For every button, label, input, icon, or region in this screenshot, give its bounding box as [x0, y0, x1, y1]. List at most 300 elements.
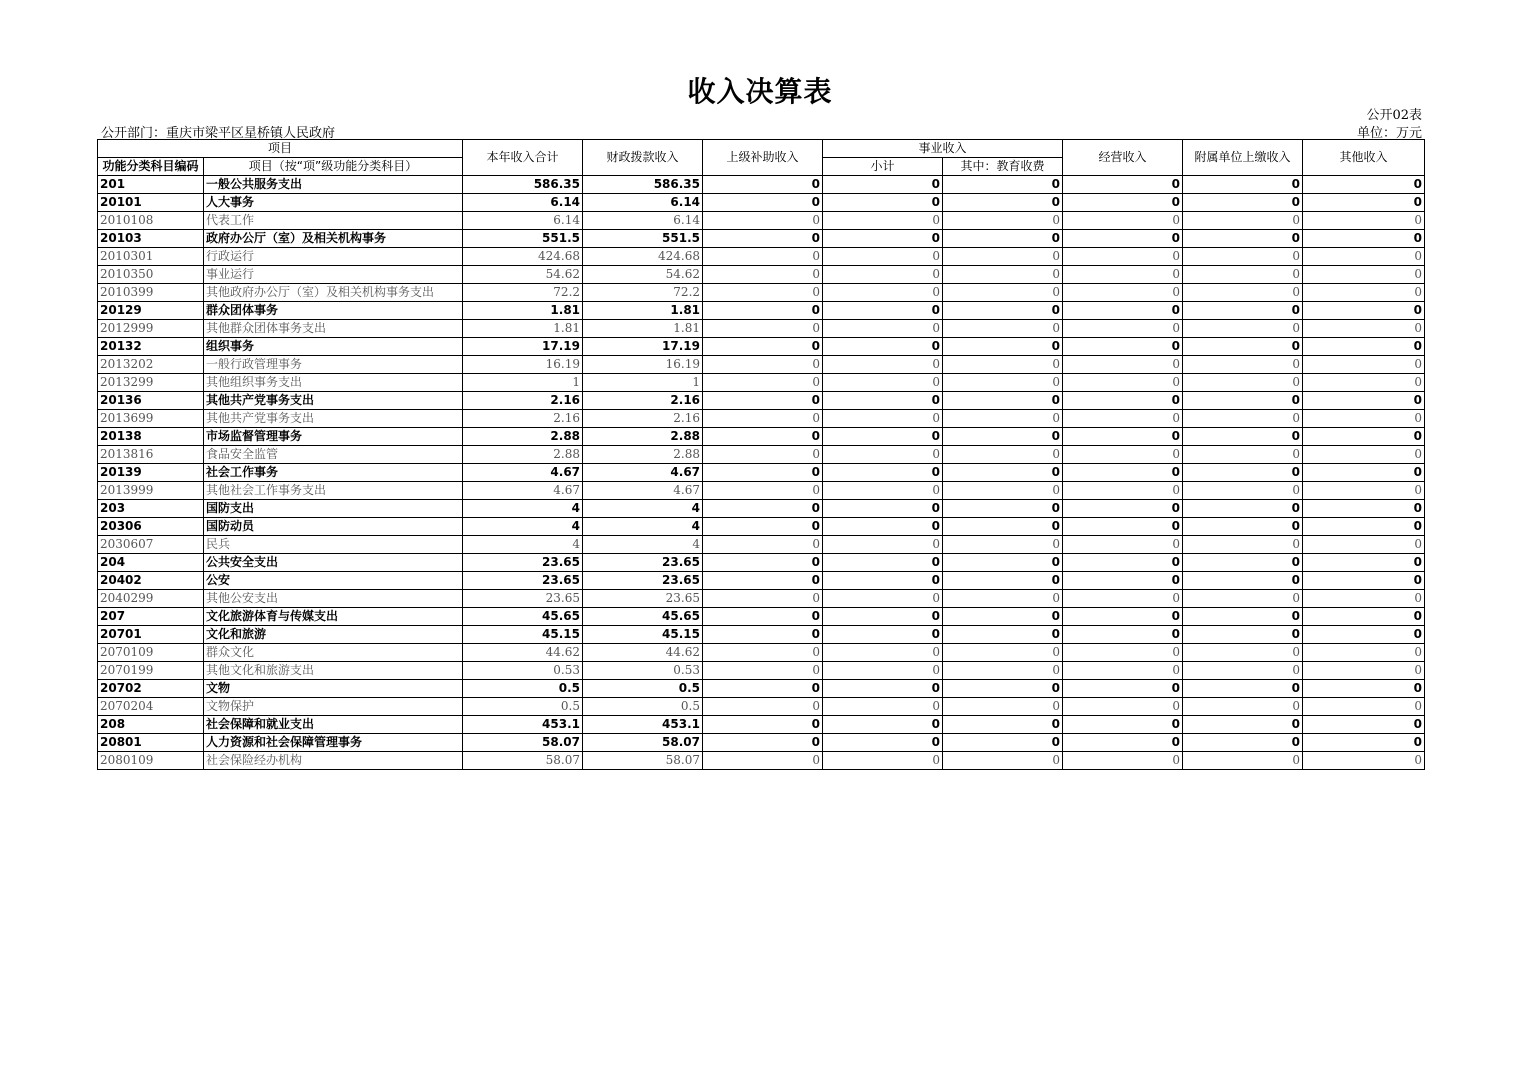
cell-subtotal: 0: [823, 698, 943, 716]
cell-subtotal: 0: [823, 464, 943, 482]
cell-code: 2013299: [98, 374, 204, 392]
cell-name: 社会保险经办机构: [204, 752, 463, 770]
cell-total: 1.81: [463, 302, 583, 320]
cell-subtotal: 0: [823, 284, 943, 302]
cell-total: 0.5: [463, 698, 583, 716]
cell-fiscal: 58.07: [583, 752, 703, 770]
cell-subtotal: 0: [823, 446, 943, 464]
cell-code: 204: [98, 554, 204, 572]
cell-fiscal: 1.81: [583, 320, 703, 338]
cell-other: 0: [1303, 446, 1425, 464]
cell-fiscal: 4: [583, 500, 703, 518]
header-business-group: 事业收入: [823, 140, 1063, 158]
cell-superior: 0: [703, 608, 823, 626]
cell-operating: 0: [1063, 500, 1183, 518]
cell-total: 0.53: [463, 662, 583, 680]
cell-total: 16.19: [463, 356, 583, 374]
cell-code: 2080109: [98, 752, 204, 770]
cell-superior: 0: [703, 356, 823, 374]
cell-other: 0: [1303, 554, 1425, 572]
cell-other: 0: [1303, 230, 1425, 248]
cell-total: 72.2: [463, 284, 583, 302]
form-number: 公开02表: [1366, 108, 1422, 123]
cell-code: 208: [98, 716, 204, 734]
cell-education: 0: [943, 572, 1063, 590]
cell-total: 23.65: [463, 572, 583, 590]
table-row: [98, 446, 1425, 464]
cell-affiliated: 0: [1183, 572, 1303, 590]
cell-fiscal: 4: [583, 518, 703, 536]
cell-fiscal: 0.5: [583, 680, 703, 698]
cell-subtotal: 0: [823, 374, 943, 392]
cell-superior: 0: [703, 752, 823, 770]
cell-subtotal: 0: [823, 554, 943, 572]
cell-code: 2040299: [98, 590, 204, 608]
cell-affiliated: 0: [1183, 464, 1303, 482]
department-label: 公开部门：重庆市梁平区星桥镇人民政府: [101, 126, 336, 141]
cell-subtotal: 0: [823, 248, 943, 266]
cell-operating: 0: [1063, 518, 1183, 536]
cell-superior: 0: [703, 482, 823, 500]
cell-subtotal: 0: [823, 590, 943, 608]
cell-operating: 0: [1063, 176, 1183, 194]
cell-total: 23.65: [463, 590, 583, 608]
cell-fiscal: 4.67: [583, 482, 703, 500]
cell-operating: 0: [1063, 464, 1183, 482]
cell-fiscal: 72.2: [583, 284, 703, 302]
cell-affiliated: 0: [1183, 752, 1303, 770]
cell-name: 国防动员: [204, 518, 463, 536]
cell-affiliated: 0: [1183, 734, 1303, 752]
cell-operating: 0: [1063, 698, 1183, 716]
cell-code: 20132: [98, 338, 204, 356]
cell-affiliated: 0: [1183, 662, 1303, 680]
cell-education: 0: [943, 446, 1063, 464]
cell-superior: 0: [703, 518, 823, 536]
header-superior: 上级补助收入: [703, 140, 823, 176]
cell-other: 0: [1303, 320, 1425, 338]
cell-other: 0: [1303, 752, 1425, 770]
cell-name: 其他文化和旅游支出: [204, 662, 463, 680]
cell-superior: 0: [703, 500, 823, 518]
cell-affiliated: 0: [1183, 302, 1303, 320]
cell-code: 2070199: [98, 662, 204, 680]
table-row: [98, 662, 1425, 680]
cell-subtotal: 0: [823, 752, 943, 770]
cell-code: 2012999: [98, 320, 204, 338]
cell-total: 2.88: [463, 446, 583, 464]
cell-subtotal: 0: [823, 500, 943, 518]
cell-superior: 0: [703, 446, 823, 464]
cell-affiliated: 0: [1183, 590, 1303, 608]
cell-education: 0: [943, 716, 1063, 734]
cell-fiscal: 2.88: [583, 446, 703, 464]
cell-operating: 0: [1063, 626, 1183, 644]
cell-total: 2.16: [463, 410, 583, 428]
cell-superior: 0: [703, 338, 823, 356]
cell-superior: 0: [703, 410, 823, 428]
cell-name: 事业运行: [204, 266, 463, 284]
cell-fiscal: 23.65: [583, 590, 703, 608]
cell-other: 0: [1303, 338, 1425, 356]
cell-code: 20138: [98, 428, 204, 446]
cell-subtotal: 0: [823, 230, 943, 248]
cell-other: 0: [1303, 464, 1425, 482]
cell-code: 2013699: [98, 410, 204, 428]
cell-name: 人大事务: [204, 194, 463, 212]
cell-other: 0: [1303, 626, 1425, 644]
cell-fiscal: 4.67: [583, 464, 703, 482]
cell-superior: 0: [703, 230, 823, 248]
cell-total: 58.07: [463, 734, 583, 752]
table-row: [98, 536, 1425, 554]
cell-subtotal: 0: [823, 428, 943, 446]
cell-affiliated: 0: [1183, 230, 1303, 248]
cell-operating: 0: [1063, 302, 1183, 320]
cell-affiliated: 0: [1183, 626, 1303, 644]
cell-education: 0: [943, 644, 1063, 662]
cell-code: 201: [98, 176, 204, 194]
table-row: [98, 212, 1425, 230]
cell-affiliated: 0: [1183, 320, 1303, 338]
cell-operating: 0: [1063, 644, 1183, 662]
cell-subtotal: 0: [823, 716, 943, 734]
cell-subtotal: 0: [823, 680, 943, 698]
cell-other: 0: [1303, 500, 1425, 518]
cell-fiscal: 586.35: [583, 176, 703, 194]
cell-operating: 0: [1063, 428, 1183, 446]
cell-code: 2010350: [98, 266, 204, 284]
cell-education: 0: [943, 464, 1063, 482]
cell-fiscal: 54.62: [583, 266, 703, 284]
cell-code: 2030607: [98, 536, 204, 554]
cell-affiliated: 0: [1183, 284, 1303, 302]
cell-subtotal: 0: [823, 626, 943, 644]
cell-education: 0: [943, 428, 1063, 446]
cell-affiliated: 0: [1183, 248, 1303, 266]
cell-total: 4: [463, 536, 583, 554]
cell-education: 0: [943, 338, 1063, 356]
cell-other: 0: [1303, 410, 1425, 428]
cell-total: 17.19: [463, 338, 583, 356]
cell-operating: 0: [1063, 320, 1183, 338]
table-row: [98, 518, 1425, 536]
cell-name: 其他共产党事务支出: [204, 410, 463, 428]
cell-fiscal: 45.65: [583, 608, 703, 626]
cell-affiliated: 0: [1183, 680, 1303, 698]
cell-superior: 0: [703, 590, 823, 608]
cell-name: 政府办公厅（室）及相关机构事务: [204, 230, 463, 248]
cell-affiliated: 0: [1183, 536, 1303, 554]
cell-superior: 0: [703, 662, 823, 680]
header-affiliated: 附属单位上缴收入: [1183, 140, 1303, 176]
cell-other: 0: [1303, 698, 1425, 716]
cell-total: 424.68: [463, 248, 583, 266]
cell-subtotal: 0: [823, 392, 943, 410]
cell-name: 公安: [204, 572, 463, 590]
cell-other: 0: [1303, 176, 1425, 194]
cell-affiliated: 0: [1183, 194, 1303, 212]
cell-name: 行政运行: [204, 248, 463, 266]
cell-affiliated: 0: [1183, 428, 1303, 446]
cell-other: 0: [1303, 518, 1425, 536]
cell-education: 0: [943, 662, 1063, 680]
cell-total: 23.65: [463, 554, 583, 572]
cell-affiliated: 0: [1183, 608, 1303, 626]
cell-other: 0: [1303, 392, 1425, 410]
header-education: 其中：教育收费: [943, 158, 1063, 176]
cell-affiliated: 0: [1183, 644, 1303, 662]
table-row: [98, 428, 1425, 446]
cell-code: 20306: [98, 518, 204, 536]
cell-name: 食品安全监管: [204, 446, 463, 464]
cell-operating: 0: [1063, 482, 1183, 500]
cell-other: 0: [1303, 374, 1425, 392]
cell-other: 0: [1303, 680, 1425, 698]
cell-education: 0: [943, 590, 1063, 608]
cell-code: 2013202: [98, 356, 204, 374]
cell-code: 20801: [98, 734, 204, 752]
header-total: 本年收入合计: [463, 140, 583, 176]
cell-code: 2010108: [98, 212, 204, 230]
table-row: [98, 554, 1425, 572]
cell-education: 0: [943, 392, 1063, 410]
table-row: [98, 680, 1425, 698]
cell-name: 市场监督管理事务: [204, 428, 463, 446]
header-project-group: 项目: [98, 140, 463, 158]
cell-name: 文物: [204, 680, 463, 698]
cell-superior: 0: [703, 536, 823, 554]
cell-superior: 0: [703, 464, 823, 482]
cell-total: 551.5: [463, 230, 583, 248]
cell-subtotal: 0: [823, 338, 943, 356]
cell-name: 其他社会工作事务支出: [204, 482, 463, 500]
cell-affiliated: 0: [1183, 518, 1303, 536]
table-row: [98, 392, 1425, 410]
table-row: [98, 338, 1425, 356]
cell-fiscal: 2.88: [583, 428, 703, 446]
cell-superior: 0: [703, 392, 823, 410]
cell-other: 0: [1303, 356, 1425, 374]
cell-other: 0: [1303, 194, 1425, 212]
cell-code: 20139: [98, 464, 204, 482]
cell-operating: 0: [1063, 410, 1183, 428]
cell-name: 代表工作: [204, 212, 463, 230]
cell-name: 国防支出: [204, 500, 463, 518]
cell-operating: 0: [1063, 266, 1183, 284]
cell-affiliated: 0: [1183, 176, 1303, 194]
cell-education: 0: [943, 410, 1063, 428]
cell-affiliated: 0: [1183, 338, 1303, 356]
cell-name: 组织事务: [204, 338, 463, 356]
cell-fiscal: 551.5: [583, 230, 703, 248]
table-row: [98, 572, 1425, 590]
table-row: [98, 464, 1425, 482]
cell-name: 社会保障和就业支出: [204, 716, 463, 734]
cell-superior: 0: [703, 680, 823, 698]
cell-code: 203: [98, 500, 204, 518]
cell-superior: 0: [703, 176, 823, 194]
table-row: [98, 698, 1425, 716]
table-row: [98, 608, 1425, 626]
cell-operating: 0: [1063, 284, 1183, 302]
cell-name: 社会工作事务: [204, 464, 463, 482]
cell-name: 其他群众团体事务支出: [204, 320, 463, 338]
cell-name: 文化和旅游: [204, 626, 463, 644]
cell-fiscal: 23.65: [583, 572, 703, 590]
cell-superior: 0: [703, 626, 823, 644]
cell-subtotal: 0: [823, 176, 943, 194]
table-row: [98, 500, 1425, 518]
cell-operating: 0: [1063, 734, 1183, 752]
cell-education: 0: [943, 626, 1063, 644]
cell-name: 群众文化: [204, 644, 463, 662]
cell-code: 2070204: [98, 698, 204, 716]
cell-education: 0: [943, 230, 1063, 248]
table-row: [98, 734, 1425, 752]
cell-name: 一般行政管理事务: [204, 356, 463, 374]
cell-superior: 0: [703, 302, 823, 320]
cell-subtotal: 0: [823, 302, 943, 320]
cell-operating: 0: [1063, 230, 1183, 248]
table-row: [98, 752, 1425, 770]
table-row: [98, 194, 1425, 212]
cell-total: 58.07: [463, 752, 583, 770]
cell-total: 2.16: [463, 392, 583, 410]
cell-code: 2010301: [98, 248, 204, 266]
cell-operating: 0: [1063, 356, 1183, 374]
cell-affiliated: 0: [1183, 500, 1303, 518]
cell-operating: 0: [1063, 554, 1183, 572]
header-code: 功能分类科目编码: [98, 158, 204, 176]
cell-fiscal: 2.16: [583, 392, 703, 410]
cell-superior: 0: [703, 212, 823, 230]
cell-total: 1: [463, 374, 583, 392]
cell-operating: 0: [1063, 212, 1183, 230]
cell-name: 人力资源和社会保障管理事务: [204, 734, 463, 752]
cell-superior: 0: [703, 734, 823, 752]
cell-operating: 0: [1063, 662, 1183, 680]
cell-total: 4: [463, 500, 583, 518]
cell-education: 0: [943, 212, 1063, 230]
cell-superior: 0: [703, 266, 823, 284]
cell-fiscal: 453.1: [583, 716, 703, 734]
cell-subtotal: 0: [823, 212, 943, 230]
cell-operating: 0: [1063, 572, 1183, 590]
cell-code: 2010399: [98, 284, 204, 302]
cell-fiscal: 17.19: [583, 338, 703, 356]
cell-other: 0: [1303, 248, 1425, 266]
cell-code: 2070109: [98, 644, 204, 662]
cell-name: 一般公共服务支出: [204, 176, 463, 194]
cell-total: 4: [463, 518, 583, 536]
header-other: 其他收入: [1303, 140, 1425, 176]
cell-subtotal: 0: [823, 572, 943, 590]
cell-code: 2013816: [98, 446, 204, 464]
cell-fiscal: 1: [583, 374, 703, 392]
cell-superior: 0: [703, 716, 823, 734]
cell-code: 20101: [98, 194, 204, 212]
cell-operating: 0: [1063, 752, 1183, 770]
cell-superior: 0: [703, 554, 823, 572]
cell-total: 1.81: [463, 320, 583, 338]
cell-subtotal: 0: [823, 482, 943, 500]
cell-operating: 0: [1063, 716, 1183, 734]
header-name: 项目（按“项”级功能分类科目）: [204, 158, 463, 176]
cell-superior: 0: [703, 320, 823, 338]
cell-name: 其他组织事务支出: [204, 374, 463, 392]
table-row: [98, 320, 1425, 338]
cell-education: 0: [943, 536, 1063, 554]
header-operating: 经营收入: [1063, 140, 1183, 176]
cell-name: 群众团体事务: [204, 302, 463, 320]
cell-education: 0: [943, 482, 1063, 500]
cell-subtotal: 0: [823, 608, 943, 626]
table-row: [98, 302, 1425, 320]
cell-operating: 0: [1063, 590, 1183, 608]
cell-other: 0: [1303, 572, 1425, 590]
cell-other: 0: [1303, 284, 1425, 302]
cell-operating: 0: [1063, 680, 1183, 698]
cell-total: 2.88: [463, 428, 583, 446]
cell-code: 20103: [98, 230, 204, 248]
cell-superior: 0: [703, 248, 823, 266]
cell-total: 453.1: [463, 716, 583, 734]
cell-subtotal: 0: [823, 734, 943, 752]
cell-other: 0: [1303, 716, 1425, 734]
cell-education: 0: [943, 176, 1063, 194]
table-row: [98, 230, 1425, 248]
cell-affiliated: 0: [1183, 554, 1303, 572]
cell-subtotal: 0: [823, 266, 943, 284]
cell-code: 2013999: [98, 482, 204, 500]
table-row: [98, 410, 1425, 428]
cell-subtotal: 0: [823, 518, 943, 536]
cell-name: 文化旅游体育与传媒支出: [204, 608, 463, 626]
cell-fiscal: 44.62: [583, 644, 703, 662]
cell-affiliated: 0: [1183, 374, 1303, 392]
table-row: [98, 374, 1425, 392]
cell-total: 45.15: [463, 626, 583, 644]
cell-other: 0: [1303, 608, 1425, 626]
cell-education: 0: [943, 356, 1063, 374]
cell-education: 0: [943, 752, 1063, 770]
cell-total: 0.5: [463, 680, 583, 698]
cell-code: 20702: [98, 680, 204, 698]
unit-label: 单位：万元: [1356, 126, 1422, 141]
cell-affiliated: 0: [1183, 356, 1303, 374]
cell-total: 6.14: [463, 212, 583, 230]
cell-education: 0: [943, 608, 1063, 626]
cell-subtotal: 0: [823, 410, 943, 428]
cell-code: 20701: [98, 626, 204, 644]
cell-education: 0: [943, 302, 1063, 320]
cell-superior: 0: [703, 284, 823, 302]
cell-code: 20136: [98, 392, 204, 410]
table-row: [98, 356, 1425, 374]
cell-fiscal: 6.14: [583, 194, 703, 212]
cell-affiliated: 0: [1183, 446, 1303, 464]
cell-fiscal: 45.15: [583, 626, 703, 644]
cell-subtotal: 0: [823, 356, 943, 374]
cell-other: 0: [1303, 644, 1425, 662]
cell-total: 44.62: [463, 644, 583, 662]
table-row: [98, 176, 1425, 194]
cell-education: 0: [943, 248, 1063, 266]
cell-total: 586.35: [463, 176, 583, 194]
cell-education: 0: [943, 734, 1063, 752]
cell-superior: 0: [703, 374, 823, 392]
